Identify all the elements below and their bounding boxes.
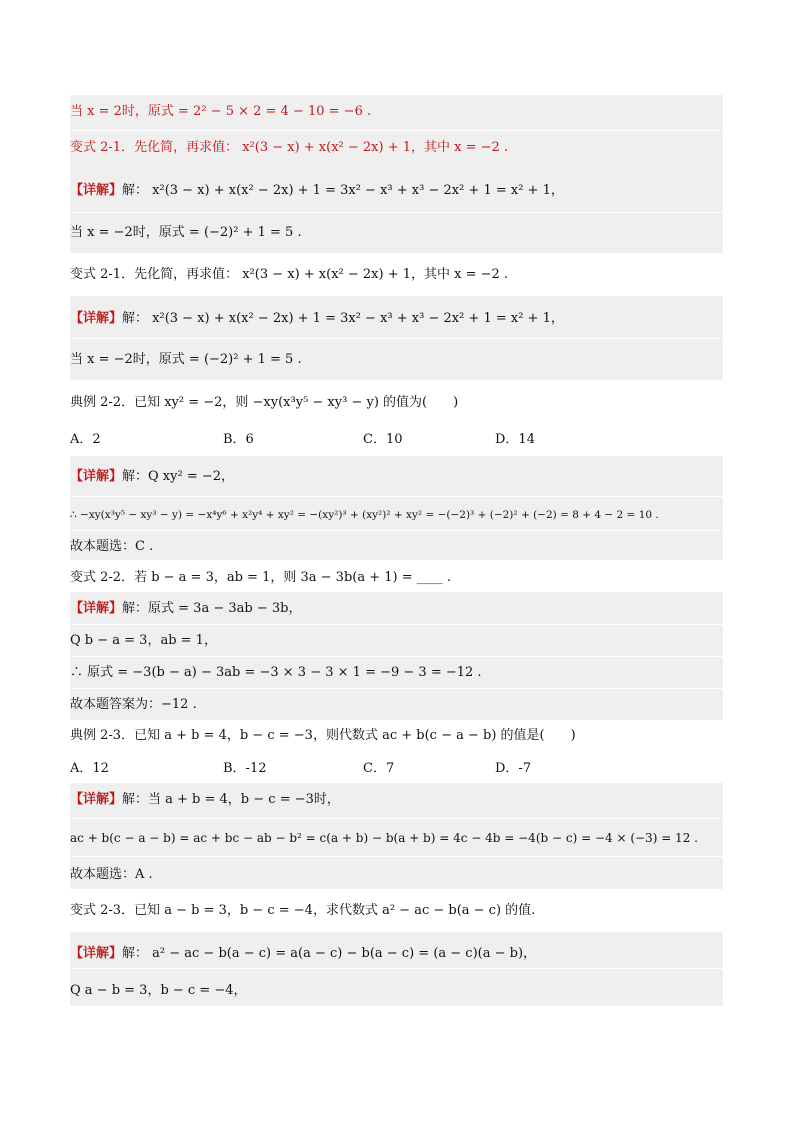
option-b: B．-12 [223,761,267,776]
text-line: 当 x = 2时，原式 = 2² − 5 × 2 = 4 − 10 = −6 . [70,104,372,119]
detail-tag: 【详解】 [70,469,123,484]
solution-line [70,182,723,200]
option-c: C．10 [363,432,403,447]
answer-options [70,760,723,778]
question-variant-2-1: 变式 2-1．先化简，再求值： x²(3 − x) + x(x² − 2x) + 1，其中 x = −2 . [70,140,509,155]
solution-line [70,600,723,618]
text-line: 故本题选：C . [70,539,154,554]
solution-line [70,468,723,486]
question-variant-2-3: 变式 2-3．已知 a − b = 3，b − c = −4，求代数式 a² − ac − b(a − c) 的值. [70,903,536,918]
text-line: 故本题答案为：−12 . [70,697,197,712]
answer-options [70,431,723,449]
text-line: ac + b(c − a − b) = ac + bc − ab − b² = c(a + b) − b(a + b) = 4c − 4b = −4(b − c) = −4 × (−3) = 12 . [70,831,698,845]
text-line: 当 x = −2时，原式 = (−2)² + 1 = 5 . [70,225,302,240]
option-d: D．-7 [495,761,532,776]
option-c: C．7 [363,761,395,776]
detail-tag: 【详解】 [70,792,123,807]
solution-text: 解：当 a + b = 4，b − c = −3时， [122,792,340,807]
solution-text: 解：Q xy² = −2， [122,469,235,484]
option-d: D．14 [495,432,535,447]
solution-text: 解： x²(3 − x) + x(x² − 2x) + 1 = 3x² − x³ + x³ − 2x² + 1 = x² + 1， [122,183,564,198]
text-line: 当 x = −2时，原式 = (−2)² + 1 = 5 . [70,352,302,367]
detail-tag: 【详解】 [70,946,123,961]
question-example-2-2: 典例 2-2．已知 xy² = −2，则 −xy(x³y⁵ − xy³ − y) 的值为( ) [70,395,459,410]
solution-line [70,310,723,328]
solution-line [70,791,723,809]
text-line: Q b − a = 3，ab = 1， [70,633,217,648]
solution-text: 解： a² − ac − b(a − c) = a(a − c) − b(a − c) = (a − c)(a − b)， [122,946,537,961]
solution-text: 解：原式 = 3a − 3ab − 3b， [122,601,302,616]
question-example-2-3: 典例 2-3．已知 a + b = 4，b − c = −3，则代数式 ac + b(c − a − b) 的值是( ) [70,728,576,743]
detail-tag: 【详解】 [70,311,123,326]
option-b: B．6 [223,432,254,447]
question-variant-2-1: 变式 2-1．先化简，再求值： x²(3 − x) + x(x² − 2x) + 1，其中 x = −2 . [70,267,509,282]
solution-text: 解： x²(3 − x) + x(x² − 2x) + 1 = 3x² − x³ + x³ − 2x² + 1 = x² + 1， [122,311,564,326]
text-line: ∴ 原式 = −3(b − a) − 3ab = −3 × 3 − 3 × 1 = −9 − 3 = −12 . [70,665,482,680]
option-a: A．12 [70,761,109,776]
detail-tag: 【详解】 [70,601,123,616]
solution-line [70,945,723,963]
text-line: ∴ −xy(x³y⁵ − xy³ − y) = −x⁴y⁶ + x²y⁴ + xy² = −(xy²)³ + (xy²)² + xy² = −(−2)³ + (−2)² + (−2) = 8 + 4 − 2 = 10 . [70,509,659,521]
question-variant-2-2: 变式 2-2．若 b − a = 3，ab = 1，则 3a − 3b(a + 1) = ____ . [70,570,452,585]
text-line: 故本题选：A . [70,867,153,882]
text-line: Q a − b = 3，b − c = −4， [70,983,247,998]
option-a: A．2 [70,432,101,447]
detail-tag: 【详解】 [70,183,123,198]
